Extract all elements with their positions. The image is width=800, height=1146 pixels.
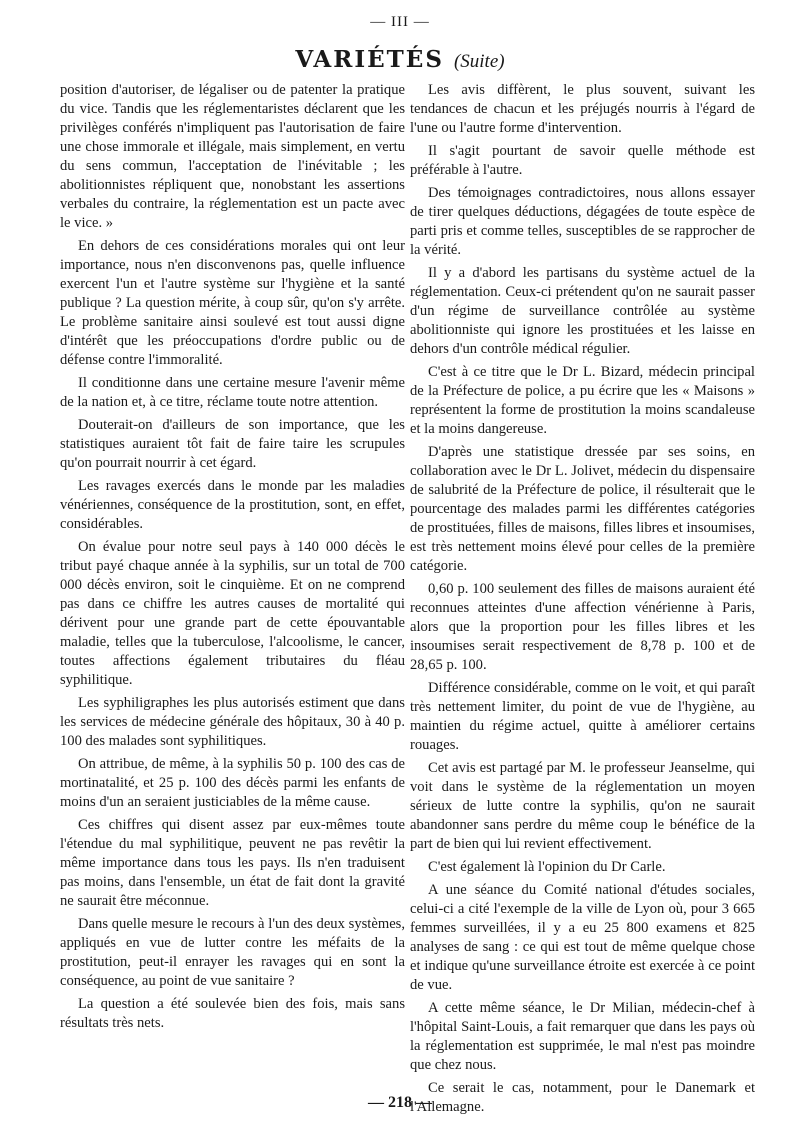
paragraph: Dans quelle mesure le recours à l'un des deux systèmes, appliqués en vue de lutter contre les méfaits de la prostitution, peut-il enrayer les ravages qui en sont la conséquence, au point de vue sanitaire ?	[60, 916, 405, 989]
paragraph: C'est également là l'opinion du Dr Carle.	[428, 859, 666, 875]
section-title-main: VARIÉTÉS	[295, 46, 444, 73]
paragraph: Les avis diffèrent, le plus souvent, suivant les tendances de chacun et les préjugés nourris à l'égard de l'une ou l'autre forme d'intervention.	[410, 82, 755, 136]
paragraph: 0,60 p. 100 seulement des filles de maisons auraient été reconnues atteintes d'une affection vénérienne à Paris, alors que la proportion pour les filles libres et les insoumises serait respectivement de 8,78 p. 100 et de 28,65 p. 100.	[410, 581, 755, 673]
paragraph: Cet avis est partagé par M. le professeur Jeanselme, qui voit dans le système de la réglementation un moyen sérieux de lutte contre la syphilis, qu'on ne saurait abandonner sans perdre du même coup le bénéfice de la part de bien qui lui revient effectivement.	[410, 760, 755, 852]
paragraph: On évalue pour notre seul pays à 140 000 décès le tribut payé chaque année à la syphilis, sur un total de 700 000 décès environ, soit le cinquième. Et on ne comprend pas dans ce chiffre les autres causes de mortalité qui dérivent pour une grande part de cette épouvantable maladie, telles que la tuberculose, l'alcoolisme, le cancer, toutes affections également tributaires du fléau syphilitique.	[60, 539, 405, 688]
left-column	[60, 81, 405, 1037]
paragraph: On attribue, de même, à la syphilis 50 p. 100 des cas de mortinatalité, et 25 p. 100 des décès parmi les enfants de moins d'un an seraient justiciables de la même cause.	[60, 756, 405, 810]
paragraph: Il y a d'abord les partisans du système actuel de la réglementation. Ceux-ci prétendent qu'on ne saurait passer d'un régime de surveillance contrôlée au système abolitionniste qui ignore les prostituées et les laisse en dehors d'un contrôle médical régulier.	[410, 265, 755, 357]
running-head: — III —	[370, 14, 430, 30]
paragraph: La question a été soulevée bien des fois, mais sans résultats très nets.	[60, 996, 405, 1031]
paragraph: Ce serait le cas, notamment, pour le Danemark et l'Allemagne.	[410, 1080, 755, 1115]
paragraph: Les syphiligraphes les plus autorisés estiment que dans les services de médecine générale des hôpitaux, 30 à 40 p. 100 des malades sont syphilitiques.	[60, 695, 405, 749]
right-column	[410, 81, 755, 1121]
page-number: — 218 —	[368, 1094, 432, 1111]
paragraph: Les ravages exercés dans le monde par les maladies vénériennes, conséquence de la prostitution, sont, en effet, considérables.	[60, 478, 405, 532]
section-title-suffix: (Suite)	[453, 51, 505, 72]
section-title	[0, 46, 800, 73]
paragraph: En dehors de ces considérations morales qui ont leur importance, nous n'en disconvenons pas, quelle influence exercent l'un et l'autre système sur l'hygiène et la santé publique ? La question mérite, à coup sûr, qu'on s'y arrête. Le problème sanitaire ainsi soulevé est tout aussi digne d'intérêt que les préoccupations d'ordre public ou de défense contre l'immoralité.	[60, 238, 405, 368]
paragraph: position d'autoriser, de légaliser ou de patenter la pratique du vice. Tandis que les réglementaristes déclarent que les privilèges conférés n'impliquent pas l'autorisation de faire une chose immorale et illégale, mais simplement, en vertu du sens commun, l'acceptation de l'inévitable ; les abolitionnistes répliquent que, nonobstant les assertions verbales du contraire, la réglementation est un pacte avec le vice. »	[60, 82, 405, 231]
paragraph: Il s'agit pourtant de savoir quelle méthode est préférable à l'autre.	[410, 143, 755, 178]
paragraph: Différence considérable, comme on le voit, et qui paraît très nettement limiter, du point de vue de l'hygiène, au maintien du régime actuel, quitte à améliorer certains rouages.	[410, 680, 755, 753]
paragraph: Ces chiffres qui disent assez par eux-mêmes toute l'étendue du mal syphilitique, peuvent ne pas revêtir la même importance dans tous les pays. Ils n'en traduisent pas moins, dans l'ensemble, un état de fait dont la gravité ne saurait être méconnue.	[60, 817, 405, 909]
paragraph: D'après une statistique dressée par ses soins, en collaboration avec le Dr L. Jolivet, médecin du dispensaire de salubrité de la Préfecture de police, il résulterait que le pourcentage des malades parmi les différentes catégories de prostituées, filles de maisons, filles libres et insoumises, est très nettement moins élevé pour celles de la première catégorie.	[410, 444, 755, 574]
paragraph: Douterait-on d'ailleurs de son importance, que les statistiques auraient tôt fait de faire taire les scrupules qu'on pourrait nourrir à cet égard.	[60, 417, 405, 471]
paragraph: A cette même séance, le Dr Milian, médecin-chef à l'hôpital Saint-Louis, a fait remarquer que dans les pays où la réglementation est supprimée, le mal n'est pas moindre que chez nous.	[410, 1000, 755, 1073]
paragraph: Des témoignages contradictoires, nous allons essayer de tirer quelques déductions, dégagées de toute espèce de parti pris et comme telles, susceptibles de se rapprocher de la vérité.	[410, 185, 755, 258]
paragraph: C'est à ce titre que le Dr L. Bizard, médecin principal de la Préfecture de police, a pu écrire que les « Maisons » représentent la forme de prostitution la moins scandaleuse et la moins dangereuse.	[410, 364, 755, 437]
paragraph: A une séance du Comité national d'études sociales, celui-ci a cité l'exemple de la ville de Lyon où, pour 3 665 femmes surveillées, il y a eu 25 800 examens et 825 analyses de sang : ce qui est tout de même quelque chose et indique qu'une surveillance étroite est exercée à ce point de vue.	[410, 882, 755, 993]
paragraph: Il conditionne dans une certaine mesure l'avenir même de la nation et, à ce titre, réclame toute notre attention.	[60, 375, 405, 410]
